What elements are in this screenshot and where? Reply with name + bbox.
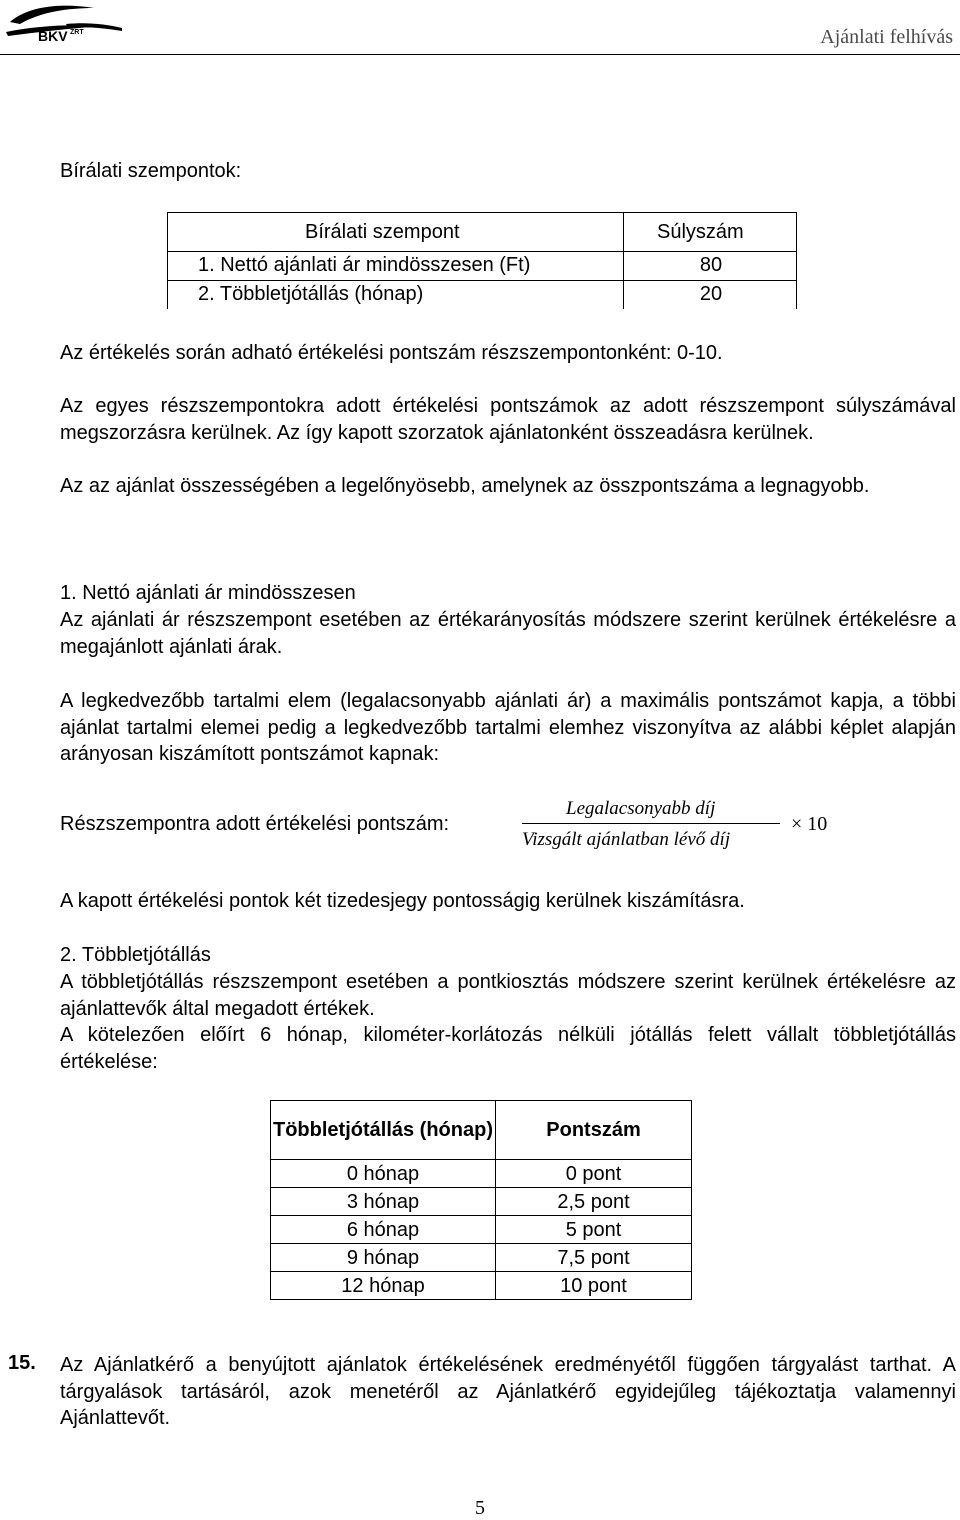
warranty-table xyxy=(270,1100,692,1300)
table-row xyxy=(271,1160,692,1188)
table-row xyxy=(271,1188,692,1216)
months-cell: 6 hónap xyxy=(271,1216,496,1244)
points-cell: 10 pont xyxy=(496,1272,692,1300)
months-cell: 0 hónap xyxy=(271,1160,496,1188)
formula-multiplier: × 10 xyxy=(791,813,828,835)
months-cell: 3 hónap xyxy=(271,1188,496,1216)
section2-title: 2. Többletjótállás xyxy=(60,944,211,966)
scoring-range-text: Az értékelés során adható értékelési pontszám részszempontonként: 0-10. xyxy=(60,342,723,364)
months-cell: 12 hónap xyxy=(271,1272,496,1300)
table-row xyxy=(167,281,797,309)
criteria-header-weight: Súlyszám xyxy=(657,221,744,243)
weight-cell: 80 xyxy=(699,254,723,276)
page-number: 5 xyxy=(475,1497,485,1519)
bkv-logo xyxy=(6,4,124,44)
points-cell: 5 pont xyxy=(496,1216,692,1244)
formula-label: Részszempontra adott értékelési pontszám: xyxy=(60,813,450,835)
criteria-table-header xyxy=(167,212,797,252)
section1-title: 1. Nettó ajánlati ár mindösszesen xyxy=(60,582,356,604)
criterion-cell: 1. Nettó ajánlati ár mindösszesen (Ft) xyxy=(198,254,531,276)
warranty-table-header xyxy=(271,1101,692,1160)
scoring-method-text: Az egyes részszempontokra adott értékelési pontszámok az adott részszempont súlyszámával megszorzásra kerülnek. Az így kapott szorzatok ajánlatonként összeadásra kerülnek. xyxy=(60,395,956,444)
best-offer-text: Az az ajánlat összességében a legelőnyösebb, amelynek az összpontszáma a legnagyobb. xyxy=(60,475,870,497)
points-cell: 2,5 pont xyxy=(496,1188,692,1216)
points-cell: 7,5 pont xyxy=(496,1244,692,1272)
warranty-header-months: Többletjótállás (hónap) xyxy=(271,1101,496,1160)
table-row xyxy=(271,1216,692,1244)
table-row xyxy=(271,1244,692,1272)
section2-text: A többletjótállás részszempont esetében a pontkiosztás módszere szerint kerülnek értékelésre az ajánlattevők által megadott értékek. xyxy=(60,971,956,1020)
table-row xyxy=(271,1272,692,1300)
warranty-header-points: Pontszám xyxy=(496,1101,692,1160)
section-title: Bírálati szempontok: xyxy=(60,160,242,182)
section1-text: Az ajánlati ár részszempont esetében az értékarányosítás módszere szerint kerülnek értékelésre a megajánlott ajánlati árak. xyxy=(60,609,956,658)
weight-cell: 20 xyxy=(699,283,723,305)
rounding-note: A kapott értékelési pontok két tizedesjegy pontosságig kerülnek kiszámításra. xyxy=(60,890,745,912)
item-number: 15. xyxy=(8,1352,36,1374)
points-cell: 0 pont xyxy=(496,1160,692,1188)
page-header xyxy=(0,0,960,60)
table-row xyxy=(167,252,797,281)
fraction-bar xyxy=(522,823,780,824)
formula-numerator: Legalacsonyabb díj xyxy=(566,798,716,819)
logo-suffix: ZRT xyxy=(70,29,84,36)
item15-text: Az Ajánlatkérő a benyújtott ajánlatok értékelésének eredményétől függően tárgyalást tarthat. A tárgyalások tartásáról, azok menetéről az Ajánlatkérő egyidejűleg tájékoztatja valamennyi Ajánlattevőt. xyxy=(60,1354,956,1429)
section1-text2: A legkedvezőbb tartalmi elem (legalacsonyabb ajánlati ár) a maximális pontszámot kapja, a többi ajánlat tartalmi elemei pedig a legkedvezőbb tartalmi elemhez viszonyítva az alábbi képlet alapján arányosan kiszámított pontszámot kapnak: xyxy=(60,690,956,765)
header-divider xyxy=(0,54,960,55)
document-title: Ajánlati felhívás xyxy=(820,26,953,48)
logo-text: BKV xyxy=(38,28,68,44)
criteria-header-criterion: Bírálati szempont xyxy=(305,221,460,243)
section2-text2: A kötelezően előírt 6 hónap, kilométer-korlátozás nélküli jótállás felett vállalt többletjótállás értékelése: xyxy=(60,1024,956,1073)
scoring-formula xyxy=(60,798,860,858)
formula-denominator: Vizsgált ajánlatban lévő díj xyxy=(522,829,731,850)
criterion-cell: 2. Többletjótállás (hónap) xyxy=(198,283,424,305)
months-cell: 9 hónap xyxy=(271,1244,496,1272)
